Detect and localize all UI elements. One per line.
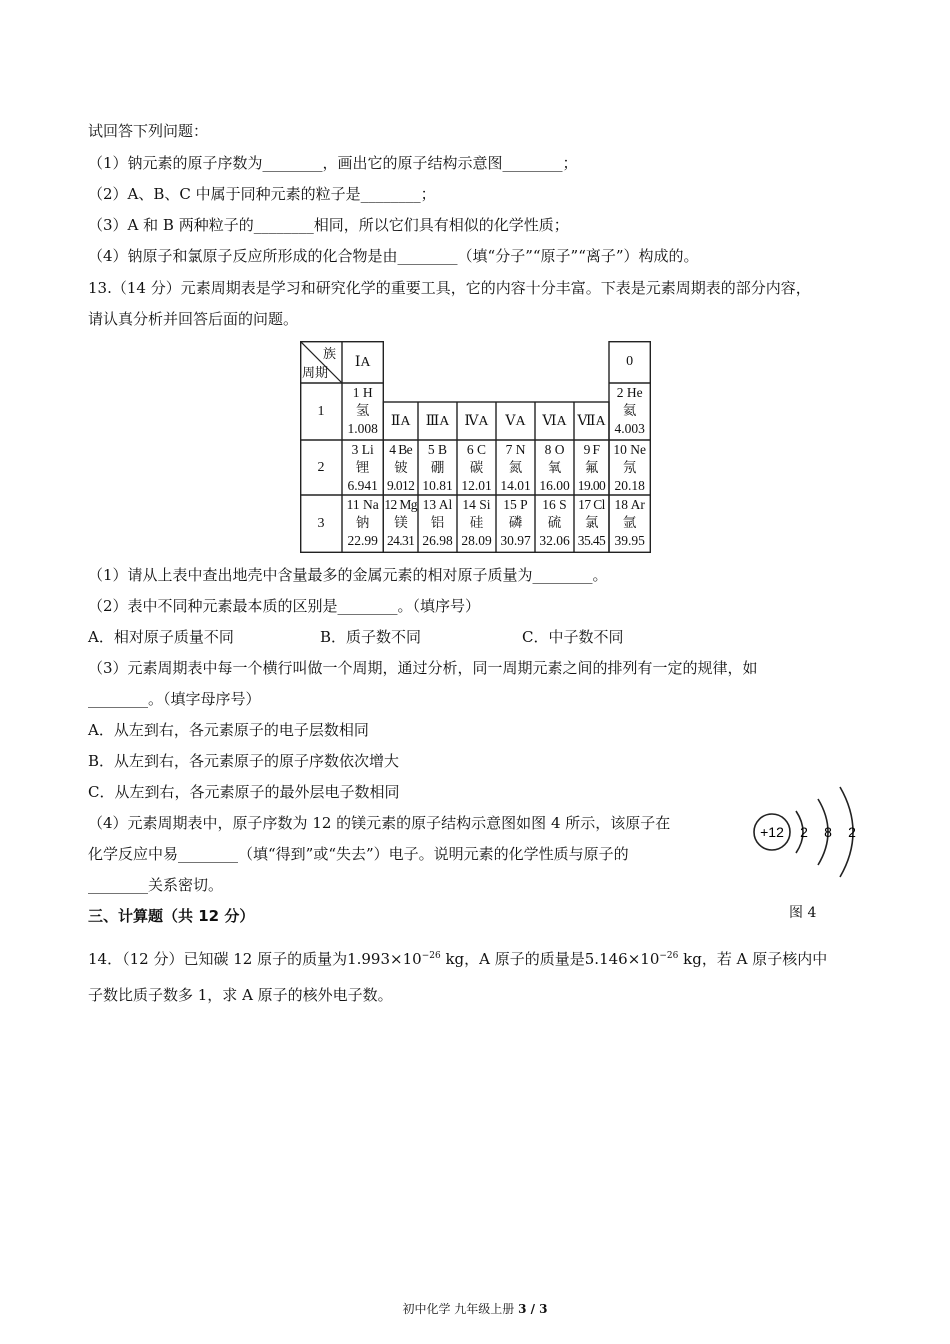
question-13-3-cont: ________。（填字母序号） bbox=[88, 690, 261, 708]
group-header: ⅣA bbox=[464, 413, 489, 429]
element-mass: 10.81 bbox=[422, 478, 453, 493]
element-cell bbox=[342, 383, 383, 440]
element-symbol: 13 Al bbox=[422, 497, 453, 512]
question-12-1: （1）钠元素的原子序数为________，画出它的原子结构示意图________； bbox=[88, 154, 578, 172]
element-symbol: 17 Cl bbox=[578, 497, 605, 512]
element-cell bbox=[342, 440, 383, 495]
element-cell bbox=[535, 495, 574, 552]
element-cell bbox=[457, 440, 496, 495]
element-symbol: 5 B bbox=[427, 442, 448, 457]
element-mass: 16.00 bbox=[539, 478, 570, 493]
period-label: 3 bbox=[317, 515, 325, 531]
q14-unit-1: kg bbox=[440, 950, 465, 968]
table-corner bbox=[300, 341, 342, 383]
shell-2-count: 8 bbox=[824, 824, 832, 840]
element-cell bbox=[574, 440, 609, 495]
atom-structure-svg bbox=[740, 785, 865, 885]
element-cell bbox=[342, 495, 383, 552]
element-cell bbox=[383, 440, 418, 495]
element-mass: 22.99 bbox=[347, 533, 378, 548]
period-label: 2 bbox=[317, 459, 325, 475]
element-mass: 35.45 bbox=[577, 533, 606, 548]
element-mass: 28.09 bbox=[461, 533, 492, 548]
element-name: 氟 bbox=[585, 460, 598, 475]
q14-exp-1: −26 bbox=[421, 951, 441, 961]
q14-mass-1: 1.993×10 bbox=[347, 950, 422, 968]
question-12-4: （4）钠原子和氯原子反应所形成的化合物是由________（填“分子”“原子”“离子”）构成的。 bbox=[88, 247, 699, 265]
element-cell bbox=[609, 383, 650, 440]
element-symbol: 2 He bbox=[616, 385, 643, 400]
element-symbol: 11 Na bbox=[346, 497, 379, 512]
group-header: ⅥA bbox=[542, 413, 567, 429]
element-name: 锂 bbox=[355, 460, 370, 475]
question-14-cont: 子数比质子数多 1，求 A 原子的核外电子数。 bbox=[88, 986, 393, 1004]
period-label: 1 bbox=[317, 403, 325, 419]
element-mass: 26.98 bbox=[422, 533, 453, 548]
q14-text-2: ，A 原子的质量是 bbox=[464, 950, 585, 968]
text-line: 试回答下列问题： bbox=[88, 122, 209, 140]
question-12-3: （3）A 和 B 两种粒子的________相同，所以它们具有相似的化学性质； bbox=[88, 216, 569, 234]
element-symbol: 4 Be bbox=[389, 442, 412, 457]
element-symbol: 3 Li bbox=[351, 442, 374, 457]
option-c: C．从左到右，各元素原子的最外层电子数相同 bbox=[88, 783, 400, 801]
element-mass: 1.008 bbox=[347, 421, 378, 436]
element-symbol: 9 F bbox=[583, 442, 600, 457]
element-name: 氦 bbox=[622, 403, 637, 418]
element-mass: 30.97 bbox=[500, 533, 531, 548]
group-header: ⅡA bbox=[390, 413, 411, 429]
element-mass: 12.01 bbox=[461, 478, 492, 493]
figure-caption: 图 4 bbox=[789, 905, 817, 921]
element-symbol: 14 Si bbox=[462, 497, 491, 512]
element-name: 铝 bbox=[430, 515, 445, 530]
group-header: ⅦA bbox=[577, 413, 606, 429]
question-13-4-cont: 化学反应中易________（填“得到”或“失去”）电子。说明元素的化学性质与原子的 bbox=[88, 845, 629, 863]
element-cell bbox=[496, 440, 535, 495]
element-symbol: 10 Ne bbox=[613, 442, 646, 457]
element-mass: 9.012 bbox=[386, 478, 415, 493]
q14-text-1: 14．（12 分）已知碳 12 原子的质量为 bbox=[88, 950, 348, 968]
element-mass: 32.06 bbox=[539, 533, 570, 548]
shell-3-count: 2 bbox=[848, 824, 856, 840]
section-heading: 三、计算题（共 12 分） bbox=[88, 907, 255, 925]
group-header: 0 bbox=[626, 354, 634, 369]
element-mass: 14.01 bbox=[500, 478, 531, 493]
group-header: ⅠA bbox=[354, 354, 371, 370]
corner-period-label: 周期 bbox=[302, 365, 329, 380]
question-13-stem-cont: 请认真分析并回答后面的问题。 bbox=[88, 310, 299, 328]
element-cell bbox=[418, 495, 457, 552]
element-symbol: 18 Ar bbox=[614, 497, 645, 512]
element-symbol: 8 O bbox=[544, 442, 565, 457]
group-header: ⅤA bbox=[505, 413, 526, 429]
page-number: 3 / 3 bbox=[518, 1302, 548, 1316]
element-symbol: 6 C bbox=[466, 442, 487, 457]
magnesium-atom-diagram bbox=[740, 785, 865, 885]
option-a: A．从左到右，各元素原子的电子层数相同 bbox=[88, 721, 369, 739]
q14-text-3: ，若 A 原子核内中 bbox=[701, 950, 828, 968]
element-name: 氢 bbox=[355, 403, 370, 418]
element-mass: 20.18 bbox=[614, 478, 645, 493]
element-cell bbox=[574, 495, 609, 552]
element-cell bbox=[418, 440, 457, 495]
question-13-2: （2）表中不同种元素最本质的区别是________。（填序号） bbox=[88, 597, 481, 615]
question-13-4-end: ________关系密切。 bbox=[88, 876, 224, 894]
element-name: 氮 bbox=[508, 460, 523, 475]
option-b: B．质子数不同 bbox=[320, 628, 422, 646]
element-symbol: 7 N bbox=[505, 442, 526, 457]
element-cell bbox=[383, 495, 418, 552]
element-name: 铍 bbox=[394, 460, 408, 475]
element-cell bbox=[496, 495, 535, 552]
corner-group-label: 族 bbox=[322, 346, 336, 361]
q14-mass-2: 5.146×10 bbox=[584, 950, 660, 968]
element-name: 硼 bbox=[430, 460, 445, 475]
element-cell bbox=[609, 495, 650, 552]
element-mass: 4.003 bbox=[614, 421, 645, 436]
element-name: 磷 bbox=[508, 515, 523, 530]
option-c: C．中子数不同 bbox=[522, 628, 624, 646]
element-name: 氖 bbox=[622, 460, 637, 475]
question-14 bbox=[88, 946, 827, 969]
element-symbol: 12 Mg bbox=[384, 497, 417, 512]
question-12-2: （2）A、B、C 中属于同种元素的粒子是________； bbox=[88, 185, 436, 203]
footer-text: 初中化学 九年级上册 bbox=[402, 1302, 519, 1316]
option-a: A．相对原子质量不同 bbox=[88, 628, 234, 646]
question-13-4: （4）元素周期表中，原子序数为 12 的镁元素的原子结构示意图如图 4 所示，该原子在 bbox=[88, 814, 671, 832]
element-mass: 6.941 bbox=[347, 478, 378, 493]
element-symbol: 1 H bbox=[352, 385, 373, 400]
group-header: ⅢA bbox=[425, 413, 450, 429]
page-footer bbox=[0, 1300, 950, 1317]
element-cell bbox=[535, 440, 574, 495]
element-name: 氧 bbox=[547, 460, 562, 475]
q14-unit-2: kg bbox=[678, 950, 702, 968]
element-name: 硅 bbox=[469, 515, 484, 530]
element-symbol: 15 P bbox=[503, 497, 528, 512]
element-name: 硫 bbox=[547, 515, 562, 530]
element-name: 氯 bbox=[585, 515, 598, 530]
nucleus-charge: +12 bbox=[760, 824, 784, 840]
option-b: B．从左到右，各元素原子的原子序数依次增大 bbox=[88, 752, 400, 770]
element-symbol: 16 S bbox=[542, 497, 567, 512]
periodic-table bbox=[300, 341, 651, 553]
shell-1-count: 2 bbox=[800, 824, 808, 840]
element-name: 氩 bbox=[622, 515, 637, 530]
element-name: 钠 bbox=[355, 515, 370, 530]
element-mass: 24.31 bbox=[386, 533, 415, 548]
q14-exp-2: −26 bbox=[659, 951, 679, 961]
element-mass: 19.00 bbox=[577, 478, 606, 493]
element-name: 碳 bbox=[469, 460, 484, 475]
question-13-stem: 13.（14 分）元素周期表是学习和研究化学的重要工具，它的内容十分丰富。下表是元素周期表的部分内容， bbox=[88, 279, 811, 297]
element-mass: 39.95 bbox=[614, 533, 645, 548]
question-13-1: （1）请从上表中查出地壳中含量最多的金属元素的相对原子质量为________。 bbox=[88, 566, 608, 584]
element-name: 镁 bbox=[394, 515, 408, 530]
element-cell bbox=[609, 440, 650, 495]
element-cell bbox=[457, 495, 496, 552]
question-13-3: （3）元素周期表中每一个横行叫做一个周期，通过分析，同一周期元素之间的排列有一定的规律，如 bbox=[88, 659, 758, 677]
